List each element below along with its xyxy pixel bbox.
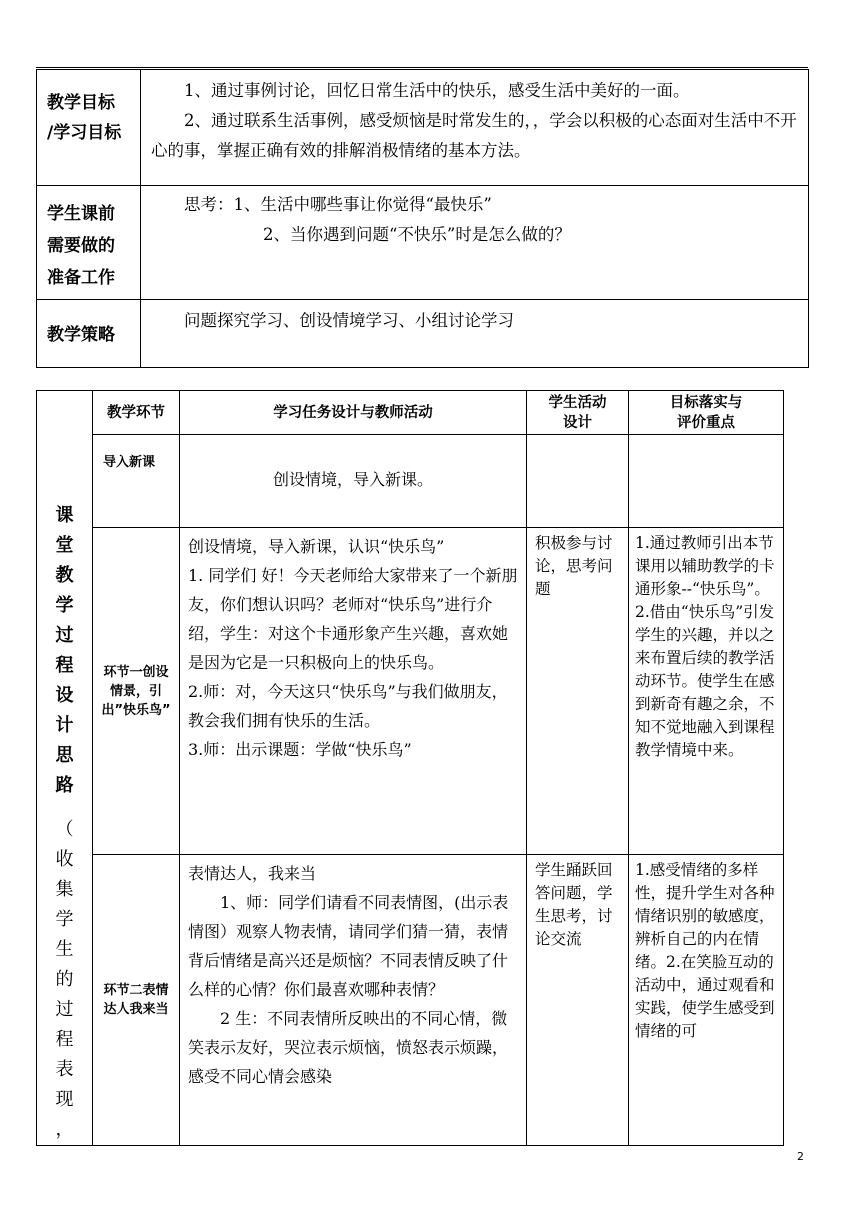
strategy-text: 问题探究学习、创设情境学习、小组讨论学习 [184,311,514,330]
side-heading-char: 设 [55,685,74,706]
side-heading-char: 收 [55,849,74,870]
side-heading-char: 现 [55,1089,74,1110]
student-one: 积极参与讨论，思考问题 [527,527,629,855]
segment-intro: 导入新课 [93,435,180,527]
side-heading-char: 学 [55,595,74,616]
side-heading-note [37,815,92,1145]
side-heading-char: 程 [55,655,74,676]
strategy-row [37,300,809,368]
side-heading-char: 程 [55,1029,74,1050]
goal-two: 1.感受情绪的多样性，提升学生对各种情绪识别的敏感度，辨析自己的内在情绪。2.在笑脸互动的活动中，通过观看和实践，使学生感受到情绪的可 [629,855,784,1146]
side-heading-char: 的 [55,969,74,990]
side-heading-char: 过 [55,625,74,646]
side-heading-char: 学 [55,909,74,930]
goal-row [37,70,809,186]
header-student: 学生活动 设计 [527,391,629,435]
strategy-content [141,300,809,368]
segment-one: 环节一创设情景，引出”快乐鸟” [93,527,180,855]
side-heading-char: 计 [55,715,74,736]
process-table [36,390,784,1146]
header-row [37,391,784,435]
page-number: 2 [797,1150,804,1163]
goal-line-1: 1、通过事例讨论，回忆日常生活中的快乐，感受生活中美好的一面。 [184,81,690,100]
task-one: 创设情境，导入新课，认识“快乐鸟” 1. 同学们 好！今天老师给大家带来了一个新朋友，你们想认识吗？老师对“快乐鸟”进行介绍，学生：对这个卡通形象产生兴趣，喜欢她是因为它是一只积极向上的快乐鸟。 2.师：对，今天这只“快乐鸟”与我们做朋友，教会我们拥有快乐的生活。 3.师：出示课题：学做“快乐鸟” [180,527,527,855]
task-two: 表情达人，我来当 1、师：同学们请看不同表情图，(出示表情图）观察人物表情，请同学们猜一猜，表情背后情绪是高兴还是烦恼？不同表情反映了什么样的心情？你们最喜欢哪种表情？ 2 生：不同表情所反映出的不同心情，微笑表示友好，哭泣表示烦恼，愤怒表示烦躁，感受不同心情会感染 [180,855,527,1146]
goal-line-2: 2、通过联系生活事例，感受烦恼是时常发生的，，学会以积极的心态面对生活中不开心的事，掌握正确有效的排解消极情绪的基本方法。 [151,111,797,160]
table-row [37,527,784,855]
plan-overview-table [36,69,809,368]
goal-one: 1.通过教师引出本节课用以辅助教学的卡通形象--“快乐鸟”。2.借由“快乐鸟”引发学生的兴趣，并以之来布置后续的教学活动环节。使学生在感到新奇有趣之余，不知不觉地融入到课程教学情境中来。 [629,527,784,855]
strategy-label: 教学策略 [37,300,141,368]
task-intro: 创设情境，导入新课。 [180,435,527,527]
side-heading-char: 思 [55,745,74,766]
top-rule [36,67,808,68]
student-intro [527,435,629,527]
side-heading-char: 表 [55,1059,74,1080]
header-goal: 目标落实与 评价重点 [629,391,784,435]
side-heading-char: ， [55,1119,74,1140]
side-heading-char: 集 [55,879,74,900]
student-two: 学生踊跃回答问题，学生思考，讨论交流 [527,855,629,1146]
prep-label: 学生课前 需要做的 准备工作 [37,186,141,300]
side-heading-char: 生 [55,939,74,960]
side-heading-char: 过 [55,999,74,1020]
prep-content [141,186,809,300]
side-heading [37,391,93,1146]
table-row [37,855,784,1146]
side-heading-char: （ [55,819,74,840]
header-task: 学习任务设计与教师活动 [180,391,527,435]
table-row [37,435,784,527]
side-heading-char: 路 [55,775,74,796]
side-heading-bold [37,501,92,801]
side-heading-char: 教 [55,565,74,586]
prep-row [37,186,809,300]
segment-two: 环节二表情达人我来当 [93,855,180,1146]
goal-label: 教学目标 /学习目标 [37,70,141,186]
prep-line-2: 2、当你遇到问题“不快乐”时是怎么做的？ [263,225,571,244]
goal-intro [629,435,784,527]
side-heading-char: 课 [55,505,74,526]
prep-line-1: 思考：1、生活中哪些事让你觉得“最快乐” [184,195,492,214]
side-heading-char: 堂 [55,535,74,556]
header-segment: 教学环节 [93,391,180,435]
goal-content [141,70,809,186]
